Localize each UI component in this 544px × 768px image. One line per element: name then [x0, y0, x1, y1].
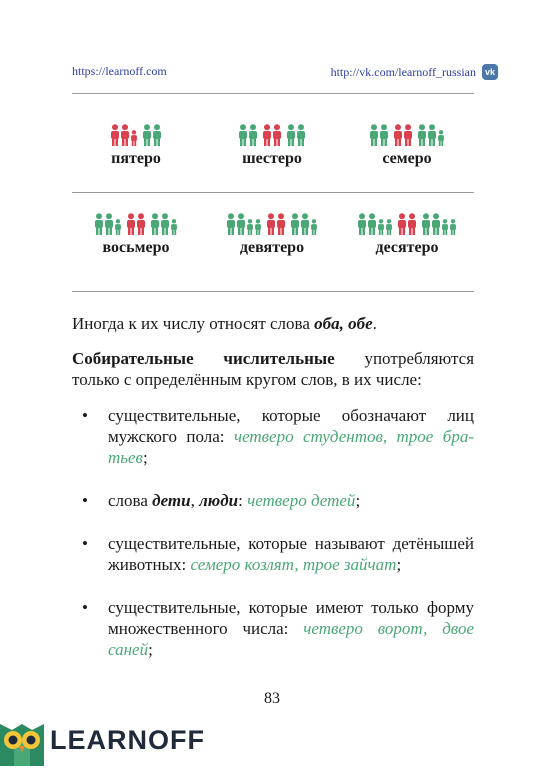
list-item: [72, 533, 474, 575]
numeral-card: [71, 207, 201, 257]
list-item: [72, 405, 474, 468]
person-icon: [421, 213, 431, 235]
item-end: ;: [142, 448, 148, 467]
usage-list: [72, 405, 474, 660]
family-group: [150, 213, 178, 235]
person-icon: [385, 219, 393, 235]
numeral-word: десятеро: [375, 239, 439, 256]
family-group: [262, 124, 282, 146]
person-icon: [114, 219, 122, 235]
item-text: слова: [108, 491, 153, 510]
person-icon: [290, 213, 300, 235]
person-icon: [377, 219, 385, 235]
person-icon: [393, 124, 403, 146]
bullet-icon: •: [82, 598, 88, 617]
family-group: [266, 213, 286, 235]
person-icon: [120, 124, 130, 146]
family-group: [290, 213, 318, 235]
person-icon: [437, 130, 445, 146]
family-icons: [71, 207, 201, 235]
person-icon: [310, 219, 318, 235]
numeral-word: шестеро: [242, 150, 302, 167]
family-group: [238, 124, 258, 146]
paragraph-collective: [72, 348, 474, 390]
person-icon: [126, 213, 136, 235]
person-icon: [431, 213, 441, 235]
item-text: существительные, которые называют детёнышей животных:: [108, 534, 474, 574]
person-icon: [94, 213, 104, 235]
person-icon: [236, 213, 246, 235]
family-group: [286, 124, 306, 146]
item-example: семеро козлят, трое зайчат: [190, 555, 397, 574]
person-icon: [367, 213, 377, 235]
family-group: [393, 124, 413, 146]
footer-brand: [0, 713, 260, 768]
family-group: [397, 213, 417, 235]
person-icon: [397, 213, 407, 235]
item-text: существительные, которые имеют только форму множественного числа:: [108, 598, 474, 638]
person-icon: [246, 219, 254, 235]
item-end: ;: [396, 555, 402, 574]
person-icon: [170, 219, 178, 235]
bullet-icon: •: [82, 534, 88, 553]
person-icon: [369, 124, 379, 146]
person-icon: [142, 124, 152, 146]
item-example: четверо студентов, трое братьев: [108, 427, 475, 467]
person-icon: [110, 124, 120, 146]
person-icon: [407, 213, 417, 235]
paragraph-intro: [72, 313, 474, 334]
family-group: [417, 124, 445, 146]
list-item: [72, 490, 474, 511]
numeral-card: [342, 207, 472, 257]
para1-text: Иногда к их числу относят слова: [72, 314, 315, 333]
bullet-icon: •: [82, 491, 88, 510]
person-icon: [226, 213, 236, 235]
item-text: существительные, которые обозначают лиц мужского пола:: [108, 406, 474, 446]
family-group: [369, 124, 389, 146]
header-link-vk[interactable]: [331, 64, 498, 80]
bullet-icon: •: [82, 406, 88, 425]
person-icon: [160, 213, 170, 235]
family-icons: [342, 118, 472, 146]
divider-top: [72, 93, 474, 94]
vk-icon[interactable]: [482, 64, 498, 80]
header-link-learnoff[interactable]: https://learnoff.com: [72, 64, 167, 78]
family-group: [226, 213, 262, 235]
person-icon: [254, 219, 262, 235]
item-example: четверо ворот, двое саней: [108, 619, 474, 659]
item-colon: :: [238, 491, 248, 510]
para2-text: употребляются только с определённым кругом слов, в их числе:: [72, 349, 475, 389]
person-icon: [403, 124, 413, 146]
family-icons: [71, 118, 201, 146]
person-icon: [248, 124, 258, 146]
item-end: ;: [148, 640, 153, 659]
family-group: [142, 124, 162, 146]
person-icon: [238, 124, 248, 146]
numeral-card: [207, 118, 337, 168]
person-icon: [449, 219, 457, 235]
para1-end: .: [372, 314, 377, 333]
person-icon: [130, 130, 138, 146]
page-number: 83: [264, 690, 280, 707]
numeral-word: пятеро: [111, 150, 161, 167]
person-icon: [379, 124, 389, 146]
person-icon: [296, 124, 306, 146]
list-item: [72, 597, 474, 660]
person-icon: [152, 124, 162, 146]
numeral-card: [71, 118, 201, 168]
para2-term: Собирательные числительные: [72, 349, 335, 368]
owl-logo-icon: [0, 716, 44, 766]
numeral-word: семеро: [382, 150, 432, 167]
numeral-card: [342, 118, 472, 168]
brand-name: LEARNOFF: [50, 725, 205, 755]
person-icon: [357, 213, 367, 235]
numeral-word: восьмеро: [102, 239, 170, 256]
numeral-card: [207, 207, 337, 257]
person-icon: [276, 213, 286, 235]
item-end: ;: [355, 491, 361, 510]
divider-bottom: [72, 291, 474, 292]
family-group: [357, 213, 393, 235]
divider-middle: [72, 192, 474, 193]
numeral-word: девятеро: [239, 239, 305, 256]
family-icons: [207, 207, 337, 235]
item-word-lyudi: люди: [199, 491, 239, 510]
person-icon: [266, 213, 276, 235]
person-icon: [441, 219, 449, 235]
family-group: [126, 213, 146, 235]
person-icon: [136, 213, 146, 235]
family-icons: [207, 118, 337, 146]
person-icon: [417, 124, 427, 146]
vk-icon-label: vk: [484, 67, 495, 77]
vk-link-text[interactable]: http://vk.com/learnoff_russian: [330, 64, 476, 79]
person-icon: [104, 213, 114, 235]
person-icon: [272, 124, 282, 146]
person-icon: [286, 124, 296, 146]
family-icons: [342, 207, 472, 235]
para1-words: оба, обе: [314, 314, 373, 333]
person-icon: [262, 124, 272, 146]
family-group: [110, 124, 138, 146]
person-icon: [150, 213, 160, 235]
person-icon: [300, 213, 310, 235]
item-example: четверо детей: [247, 491, 356, 510]
item-sep: ,: [190, 491, 200, 510]
family-group: [421, 213, 457, 235]
family-group: [94, 213, 122, 235]
item-word-deti: дети: [152, 491, 191, 510]
person-icon: [427, 124, 437, 146]
